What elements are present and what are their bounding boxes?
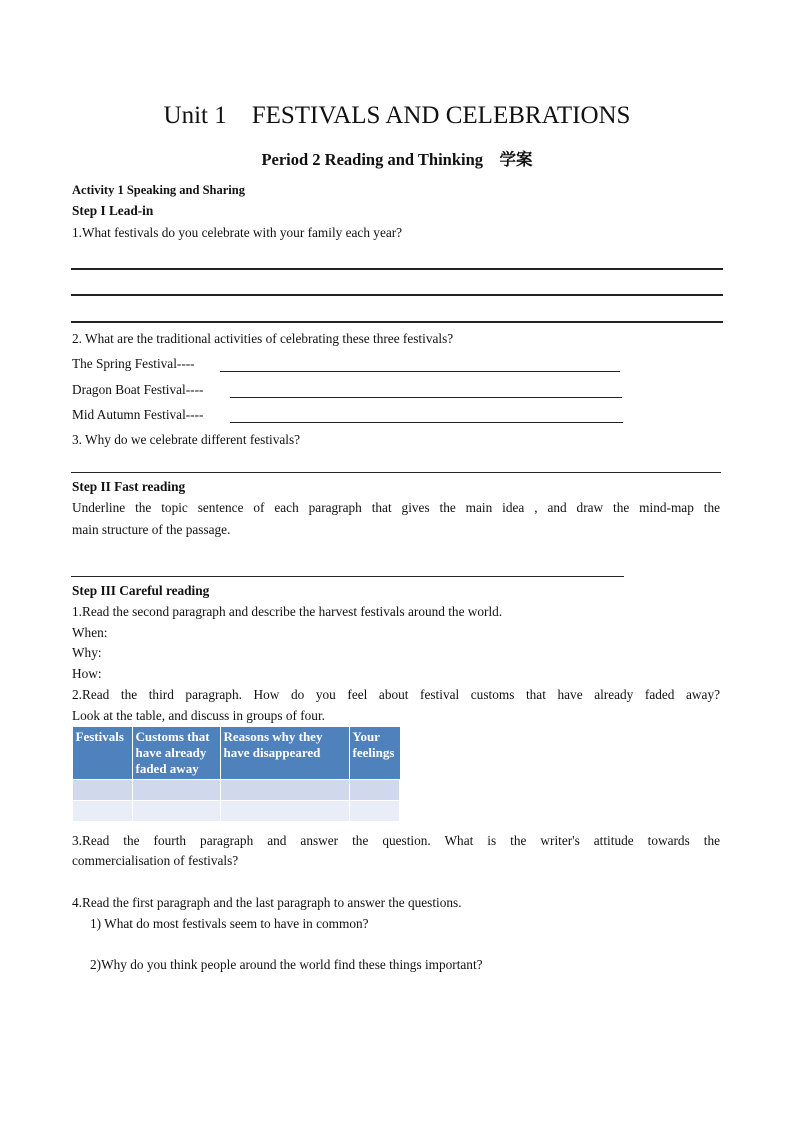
step2-instruction-line2: main structure of the passage.: [72, 522, 231, 537]
question-3: 3. Why do we celebrate different festivals?: [72, 432, 301, 447]
answer-line[interactable]: [71, 472, 721, 473]
table-header: Festivals: [73, 727, 133, 780]
step2-instruction-line1: Underline the topic sentence of each paragraph that gives the main idea , and draw the mind-map the: [72, 500, 720, 515]
careful-q3-line2: commercialisation of festivals?: [72, 853, 239, 868]
answer-line[interactable]: [71, 294, 723, 296]
table-row: [73, 780, 400, 801]
table-cell[interactable]: [132, 801, 220, 822]
activity-label: Activity 1 Speaking and Sharing: [72, 183, 245, 197]
spring-festival-answer-line[interactable]: [220, 371, 620, 372]
spring-festival-label: The Spring Festival----: [72, 356, 195, 371]
answer-line[interactable]: [71, 268, 723, 270]
mid-autumn-label: Mid Autumn Festival----: [72, 407, 204, 422]
table-cell[interactable]: [73, 780, 133, 801]
step1-heading: Step I Lead-in: [72, 203, 154, 218]
mid-autumn-answer-line[interactable]: [230, 422, 623, 423]
careful-q2-line1: 2.Read the third paragraph. How do you feel about festival customs that have already faded away?: [72, 687, 720, 702]
page-title: Unit 1 FESTIVALS AND CELEBRATIONS: [163, 102, 631, 129]
table-header-row: [73, 727, 400, 780]
table-cell[interactable]: [349, 780, 400, 801]
when-label: When:: [72, 625, 108, 640]
table-header: Customs that have already faded away: [132, 727, 220, 780]
how-label: How:: [72, 666, 102, 681]
why-label: Why:: [72, 645, 102, 660]
table-cell[interactable]: [132, 780, 220, 801]
dragon-boat-answer-line[interactable]: [230, 397, 622, 398]
careful-q2-line2: Look at the table, and discuss in groups of four.: [72, 708, 325, 723]
step2-heading: Step II Fast reading: [72, 479, 186, 494]
table-cell[interactable]: [73, 801, 133, 822]
table-cell[interactable]: [220, 801, 349, 822]
question-2: 2. What are the traditional activities of celebrating these three festivals?: [72, 331, 454, 346]
careful-q4: 4.Read the first paragraph and the last paragraph to answer the questions.: [72, 895, 462, 910]
answer-line[interactable]: [71, 576, 624, 577]
table-row: [73, 801, 400, 822]
festival-customs-table: [72, 727, 400, 822]
dragon-boat-label: Dragon Boat Festival----: [72, 382, 204, 397]
table-cell[interactable]: [349, 801, 400, 822]
table-header: Your feelings: [349, 727, 400, 780]
careful-q4-sub2: 2)Why do you think people around the world find these things important?: [90, 957, 483, 972]
careful-q4-sub1: 1) What do most festivals seem to have in common?: [90, 916, 369, 931]
careful-q3-line1: 3.Read the fourth paragraph and answer the question. What is the writer's attitude towards the: [72, 833, 720, 848]
page-subtitle: Period 2 Reading and Thinking 学案: [261, 150, 533, 169]
table-header: Reasons why they have disappeared: [220, 727, 349, 780]
careful-q1: 1.Read the second paragraph and describe the harvest festivals around the world.: [72, 604, 503, 619]
table-cell[interactable]: [220, 780, 349, 801]
question-1: 1.What festivals do you celebrate with your family each year?: [72, 225, 403, 240]
step3-heading: Step III Careful reading: [72, 583, 210, 598]
answer-line[interactable]: [71, 321, 723, 323]
